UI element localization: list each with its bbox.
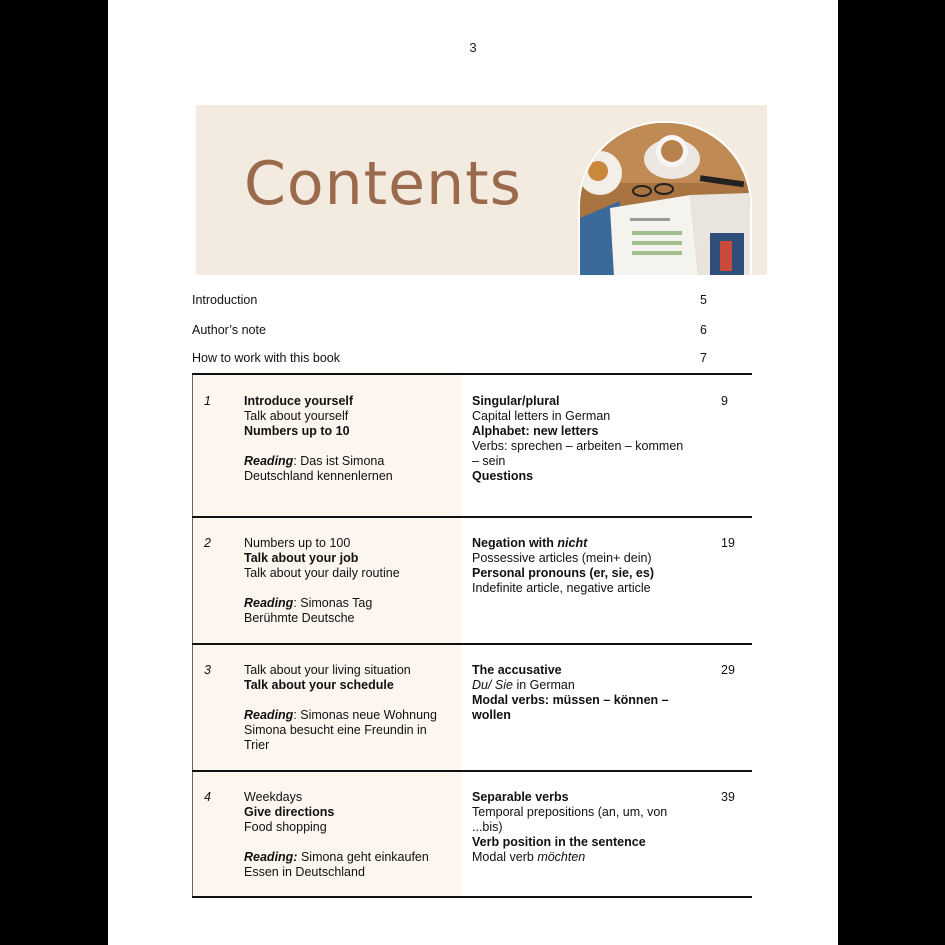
reading-text: : Simonas neue Wohnung: [293, 708, 437, 722]
grammar-item: wollen: [472, 708, 511, 722]
unit-grammar: [472, 394, 702, 484]
unit-row[interactable]: [192, 770, 752, 898]
page-number: 3: [469, 40, 477, 55]
topic: Numbers up to 10: [244, 424, 350, 438]
topic: Talk about your job: [244, 551, 359, 565]
toc-entry-page: 6: [700, 323, 707, 337]
unit-row[interactable]: [192, 643, 752, 770]
reading-text: : Das ist Simona: [293, 454, 385, 468]
grammar-item: Singular/plural: [472, 394, 560, 408]
unit-grammar: [472, 536, 702, 596]
grammar-item: Negation with nicht: [472, 536, 588, 550]
topic: Numbers up to 100: [244, 536, 351, 550]
reading-text: Essen in Deutschland: [244, 865, 365, 879]
unit-row[interactable]: [192, 516, 752, 643]
toc-entry-title: Introduction: [192, 293, 258, 307]
unit-page: 19: [721, 536, 735, 550]
topic: Food shopping: [244, 820, 327, 834]
toc-entry-introduction[interactable]: [192, 293, 712, 307]
reading-text: Deutschland kennenlernen: [244, 469, 393, 483]
reading-line: [244, 708, 454, 723]
grammar-item: Indefinite article, negative article: [472, 581, 651, 595]
unit-page: 29: [721, 663, 735, 677]
grammar-item: Verb position in the sentence: [472, 835, 646, 849]
toc-entry-title: Author’s note: [192, 323, 266, 337]
grammar-item: – sein: [472, 454, 506, 468]
units-table: [192, 373, 752, 898]
topic: Talk about your schedule: [244, 678, 394, 692]
topic: Weekdays: [244, 790, 303, 804]
topic: Talk about your living situation: [244, 663, 411, 677]
grammar-item: Alphabet: new letters: [472, 424, 599, 438]
document-page: [108, 0, 838, 945]
toc-entry-authors-note[interactable]: [192, 323, 712, 337]
grammar-item: Temporal prepositions (an, um, von: [472, 805, 668, 819]
grammar-item: The accusative: [472, 663, 562, 677]
grammar-item: ...bis): [472, 820, 503, 834]
unit-number: 4: [204, 790, 211, 804]
unit-page: 9: [721, 394, 728, 408]
toc-entry-how-to-work[interactable]: [192, 351, 712, 365]
toc-entry-title: How to work with this book: [192, 351, 340, 365]
reading-line: [244, 596, 454, 611]
unit-number: 2: [204, 536, 211, 550]
coffee-and-book-photo: [578, 121, 752, 275]
unit-grammar: [472, 790, 702, 865]
grammar-item: Verbs: sprechen – arbeiten – kommen: [472, 439, 684, 453]
reading-text: Berühmte Deutsche: [244, 611, 355, 625]
topic: Give directions: [244, 805, 335, 819]
unit-topics: [244, 790, 454, 880]
unit-topics: [244, 394, 454, 484]
photo-illustration: [580, 123, 750, 275]
topic: Introduce yourself: [244, 394, 354, 408]
toc-entry-page: 5: [700, 293, 707, 307]
grammar-item: Questions: [472, 469, 534, 483]
contents-banner: [196, 105, 767, 275]
banner-title: Contents: [244, 149, 522, 219]
reading-label: Reading:: [244, 850, 298, 864]
reading-line: [244, 850, 454, 865]
unit-page: 39: [721, 790, 735, 804]
unit-topics: [244, 663, 454, 753]
unit-topics: [244, 536, 454, 626]
grammar-item: Du/ Sie in German: [472, 678, 575, 692]
reading-line: [244, 454, 454, 469]
topic: Talk about yourself: [244, 409, 349, 423]
grammar-item: Modal verb möchten: [472, 850, 586, 864]
grammar-item: Separable verbs: [472, 790, 569, 804]
reading-label: Reading: [244, 596, 294, 610]
reading-text: Simona geht einkaufen: [297, 850, 429, 864]
reading-text: Simona besucht eine Freundin in: [244, 723, 427, 737]
unit-row[interactable]: [192, 373, 752, 516]
reading-text: : Simonas Tag: [293, 596, 373, 610]
grammar-item: Possessive articles (mein+ dein): [472, 551, 652, 565]
grammar-item: Modal verbs: müssen – können –: [472, 693, 669, 707]
unit-grammar: [472, 663, 702, 723]
reading-text: Trier: [244, 738, 270, 752]
reading-label: Reading: [244, 454, 294, 468]
unit-number: 3: [204, 663, 211, 677]
grammar-item: Personal pronouns (er, sie, es): [472, 566, 655, 580]
reading-label: Reading: [244, 708, 294, 722]
grammar-item: Capital letters in German: [472, 409, 611, 423]
toc-entry-page: 7: [700, 351, 707, 365]
unit-number: 1: [204, 394, 211, 408]
topic: Talk about your daily routine: [244, 566, 400, 580]
